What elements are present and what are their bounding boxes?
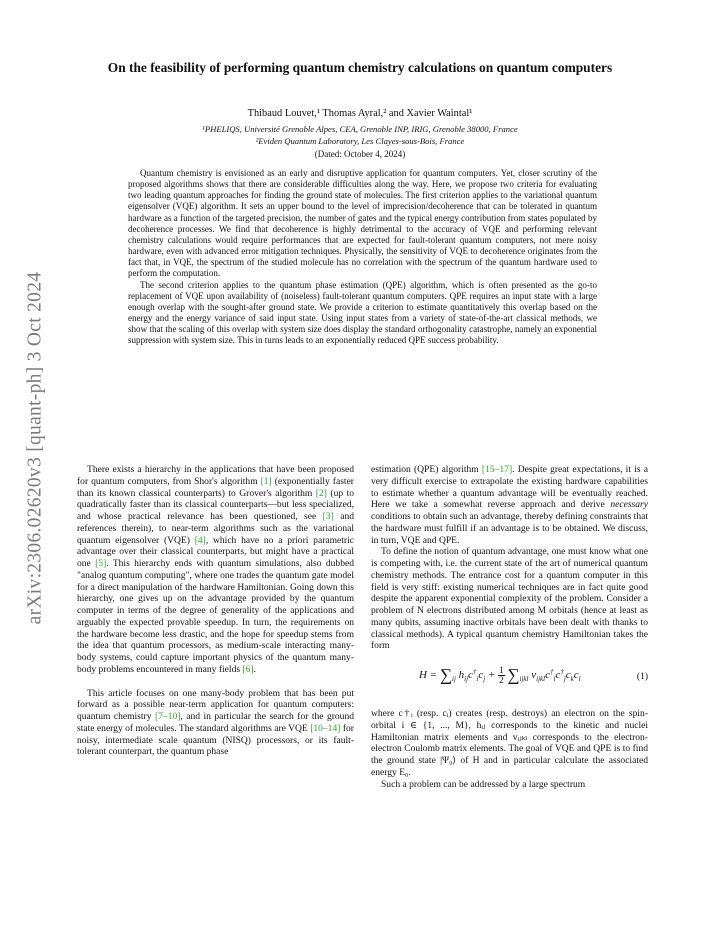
citation-link[interactable]: [5] [95,558,107,569]
intro-paragraph-3: estimation (QPE) algorithm [15–17]. Despite great expectations, it is a very difficult exercise to extrapolate the existing hardware capabilities to estimate whether a quantum advantage will be eventually reached. Here we take a somewhat reverse approach and derive necessary conditions to obtain such an advantage, thereby defining constraints that the hardware must fulfill if an advantage is to be obtained. We discuss, in turn, VQE and QPE. [371,464,648,546]
abstract-paragraph-1: Quantum chemistry is envisioned as an early and disruptive application for quantum computers. Yet, closer scrutiny of the proposed algorithms shows that there are considerable difficulties along the way. Here, we propose two criteria for evaluating two leading quantum approaches for finding the ground state of molecules. The first criterion applies to the variational quantum eigensolver (VQE) algorithm. It sets an upper bound to the level of imprecision/decoherence that can be tolerated in quantum hardware as a function of the targeted precision, the number of gates and the typical energy contribution from states populated by decoherence processes. We find that decoherence is highly detrimental to the accuracy of VQE and performing relevant chemistry calculations would require performances that are expected for fault-tolerant quantum computers, not mere noisy hardware, even with advanced error mitigation techniques. Physically, the sensitivity of VQE to decoherence originates from the fact that, in VQE, the spectrum of the studied molecule has no correlation with the spectrum of the quantum hardware used to perform the computation. [128,168,597,279]
arxiv-id: arXiv:2306.02620v3 [quant-ph] 3 Oct 2024 [24,271,45,625]
intro-paragraph-1: There exists a hierarchy in the applications that have been proposed for quantum computers, from Shor's algorithm [1] (exponentially faster than its known classical counterparts) to Grover's algorithm [2] (up to quadratically faster than its classical counterparts—but less specialized, and whose practical relevance has been questioned, see [3] and references therein), to near-term algorithms such as the variational quantum eigensolver (VQE) [4], which have no a priori parametric advantage over their classical counterparts, but might have a practical one [5]. This hierarchy ends with quantum simulations, also dubbed "analog quantum computing", where one trades the quantum gate model for a direct manipulation of the hardware Hamiltonian. Going down this hierarchy, one gives up on the advantage provided by the quantum computer in terms of the degree of generality of the applications and arguably the expected provable speedup. In turn, the requirements on the hardware become less drastic, and the hope for speedup stems from the idea that quantum processors, as medium-scale interacting many-body systems, could capture important physics of the quantum many-body problems encountered in many fields [6]. [77,464,355,675]
citation-link[interactable]: [1] [260,475,272,487]
equation-1 [371,660,648,702]
left-column [77,464,354,758]
citation-link[interactable]: [3] [322,511,334,522]
citation-link[interactable]: [6] [242,663,254,675]
arxiv-stamp [22,248,48,648]
citation-link[interactable]: [15–17] [481,464,513,475]
authors: Thibaud Louvet,¹ Thomas Ayral,² and Xavier Waintal¹ [247,108,473,119]
intro-paragraph-6: Such a problem can be addressed by a large spectrum [381,778,586,790]
paper-title: On the feasibility of performing quantum chemistry calculations on quantum computers [107,60,613,75]
citation-link[interactable]: [2] [315,487,327,499]
abstract-paragraph-2: The second criterion applies to the quantum phase estimation (QPE) algorithm, which is often presented as the go-to replacement of VQE upon availability of (noiseless) fault-tolerant quantum computers. QPE requires an input state with a large enough overlap with the sought-after ground state. We provide a criterion to estimate quantitatively this overlap based on the energy and the energy variance of said input state. Using input states from a variety of state-of-the-art classical methods, we show that the scaling of this overlap with system size does display the standard orthogonality catastrophe, namely an exponential suppression with system size. This in turns leads to an exponentially reduced QPE success probability. [128,279,597,346]
citation-link[interactable]: [7–10] [154,711,181,722]
citation-link[interactable]: [4] [194,534,206,546]
intro-paragraph-5: where c†ᵢ (resp. cᵢ) creates (resp. destroys) an electron on the spin-orbital i ∈ {1, ..., M}, hᵢⱼ corresponds to the kinetic and nuclei Hamiltonian matrix elements and vᵢⱼₖₗ corresponds to the electron-electron Coulomb matrix elements. The goal of VQE and QPE is to find the ground state |Ψ₀⟩ of H and in particular calculate the associated energy E₀. [371,708,648,778]
right-column [371,464,648,790]
date-line: (Dated: October 4, 2024) [314,149,406,159]
affiliation-2: ²Eviden Quantum Laboratory, Les Clayes-sous-Bois, France [255,136,465,146]
citation-link[interactable]: [10–14] [310,722,341,734]
intro-paragraph-4: To define the notion of quantum advantage, one must know what one is competing with, i.e. the current state of the art of numerical quantum chemistry methods. The entrance cost for a quantum computer in this field is very stiff: existing numerical techniques are in fact quite good despite the apparent exponential complexity of the problem. Consider a problem of N electrons distributed among M orbitals (hence at least as many qubits, assuming inactive orbitals have been dealt with thanks to classical methods). A typical quantum chemistry Hamiltonian takes the form [371,546,648,652]
equation-number: (1) [636,672,648,682]
abstract [128,168,597,347]
affiliation-1: ¹PHELIQS, Université Grenoble Alpes, CEA, Grenoble INP, IRIG, Grenoble 38000, France [202,124,518,134]
hamiltonian-equation: $H = \sum_{ij}$ $h_{ij}c^\dagger_ic_j$ + $\frac{1}{2}$ $\sum_{ijkl}$ $v_{ijkl}c^\dagger_ic^\dagger_jc_kc_l$ [419,665,581,685]
intro-paragraph-2: This article focuses on one many-body problem that has been put forward as a possible near-term application for quantum computers: quantum chemistry [7–10], and in particular the search for the ground state energy of molecules. The standard algorithms are VQE [10–14] for noisy, intermediate scale quantum (NISQ) processors, or its fault-tolerant counterpart, the quantum phase [77,687,354,758]
